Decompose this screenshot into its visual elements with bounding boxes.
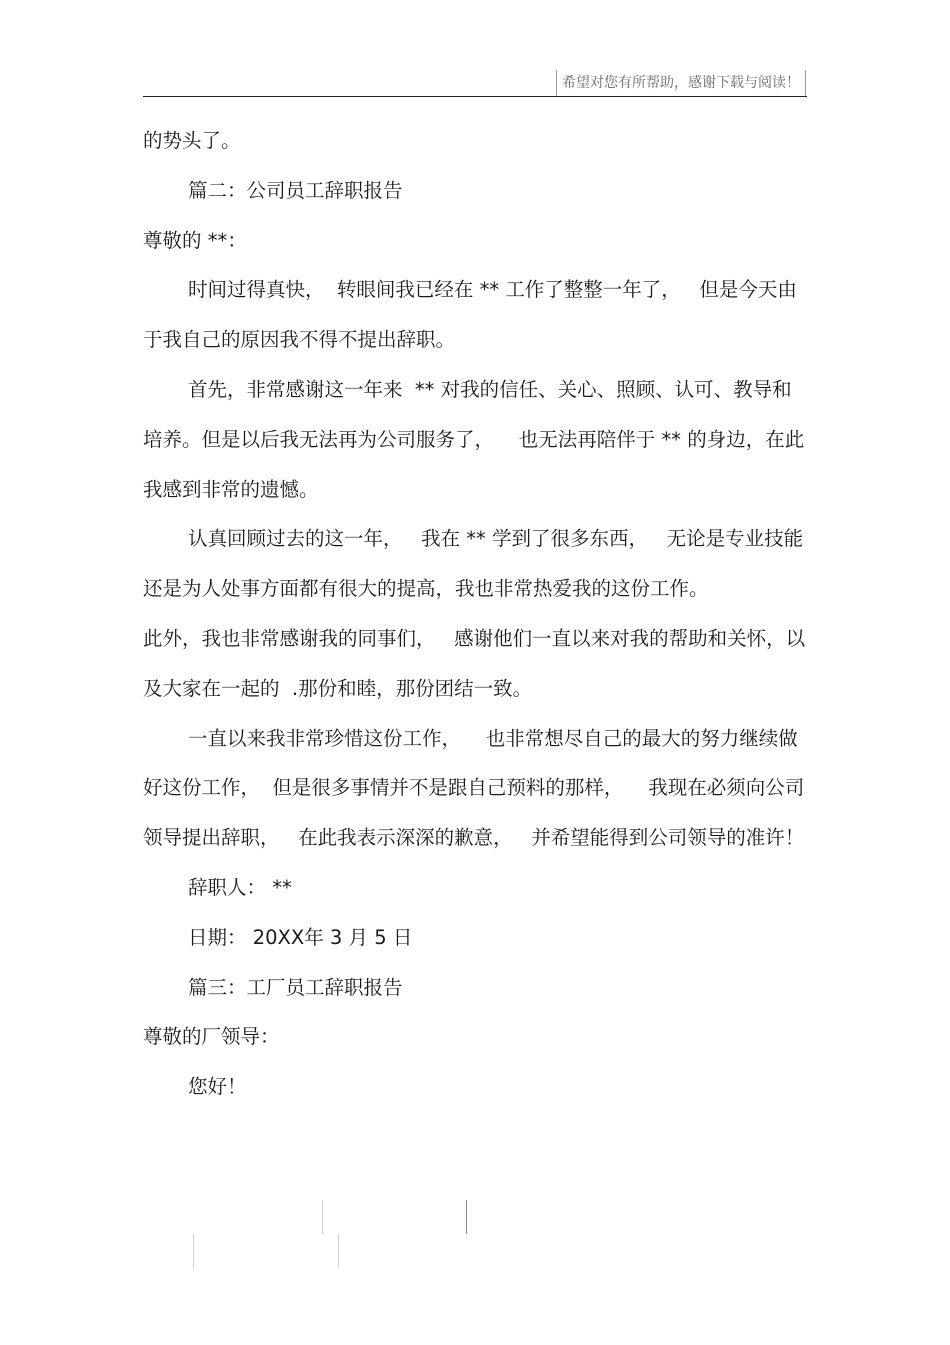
salutation: 尊敬的 **：: [143, 228, 247, 252]
greeting: 您好！: [188, 1075, 247, 1099]
section-title-3: 篇三：工厂员工辞职报告: [188, 975, 403, 999]
paragraph: 此外，我也非常感谢我的同事们， 感谢他们一直以来对我的帮助和关怀，以及大家在一起的 .那份和睦，那份团结一致。: [143, 626, 806, 700]
paragraph: 时间过得真快， 转眼间我已经在 ** 工作了整整一年了， 但是今天由于我自己的原因我不得不提出辞职。: [143, 278, 797, 352]
scan-artifact-line: [466, 1200, 467, 1234]
scan-artifact-line: [338, 1234, 339, 1268]
document-body: [143, 116, 807, 1112]
paragraph: 认真回顾过去的这一年， 我在 ** 学到了很多东西， 无论是专业技能还是为人处事方面都有很大的提高，我也非常热爱我的这份工作。: [143, 527, 804, 601]
signature-line: 辞职人： **: [188, 875, 292, 899]
paragraph-continuation: 的势头了。: [143, 129, 241, 152]
paragraph: 首先，非常感谢这一年来 ** 对我的信任、关心、照顾、认可、教导和培养。但是以后我无法再为公司服务了， 也无法再陪伴于 ** 的身边，在此我感到非常的遗憾。: [143, 377, 805, 501]
section-title-2: 篇二：公司员工辞职报告: [188, 178, 403, 202]
date-line: 日期： 20XX年 3 月 5 日: [188, 925, 413, 949]
scan-artifact-line: [322, 1200, 323, 1234]
scan-artifact-line: [193, 1234, 194, 1268]
salutation: 尊敬的厂领导：: [143, 1025, 280, 1049]
paragraph: 一直以来我非常珍惜这份工作， 也非常想尽自己的最大的努力继续做好这份工作， 但是很多事情并不是跟自己预料的那样， 我现在必须向公司领导提出辞职， 在此我表示深深的歉意， 并希望能得到公司领导的准许！: [143, 726, 805, 850]
header-note: 希望对您有所帮助，感谢下载与阅读！: [556, 70, 806, 96]
header-divider: [143, 96, 807, 97]
